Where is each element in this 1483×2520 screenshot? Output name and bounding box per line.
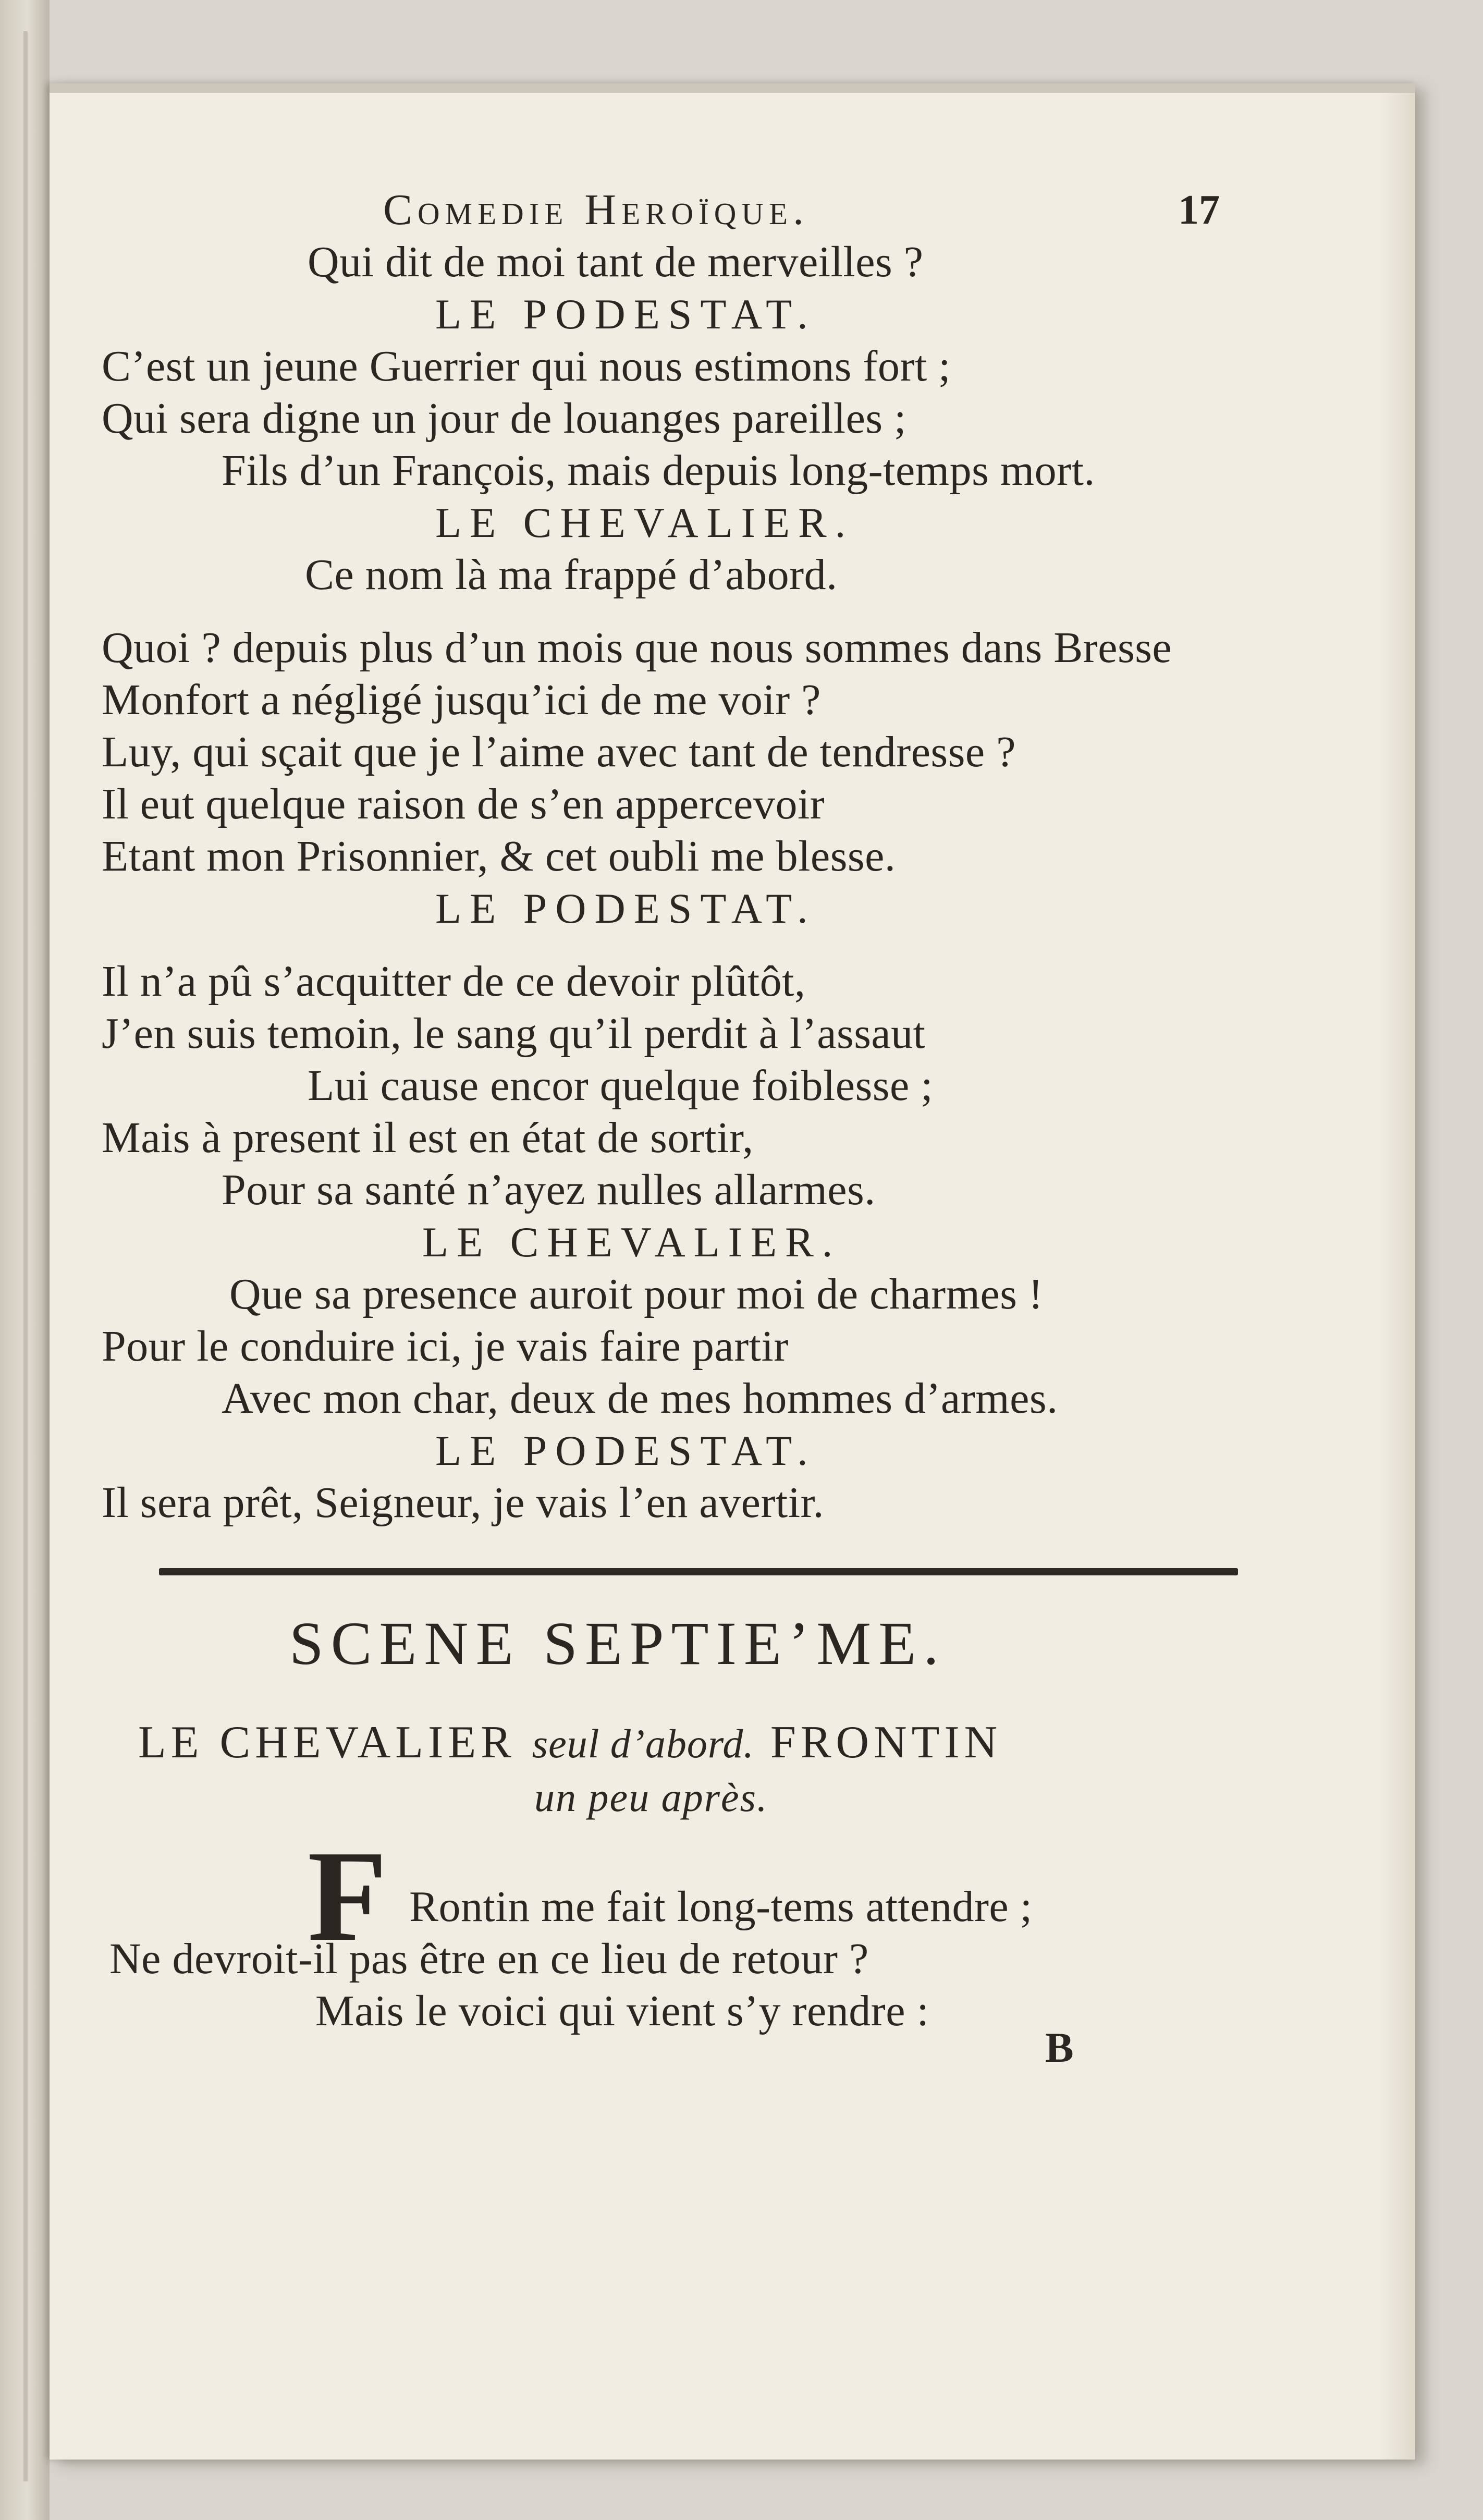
speaker-label: LE CHEVALIER. bbox=[422, 1218, 841, 1266]
verse-line: Fils d’un François, mais depuis long-temps mort. bbox=[222, 446, 1095, 495]
verse-line: Lui cause encor quelque foiblesse ; bbox=[308, 1061, 934, 1110]
binding-edge bbox=[23, 31, 28, 2481]
verse-line: Il n’a pû s’acquitter de ce devoir plûtôt, bbox=[102, 957, 806, 1006]
cast-list-line-1 bbox=[138, 1717, 1002, 1770]
verse-line: Rontin me fait long-tems attendre ; bbox=[409, 1882, 1033, 1931]
signature-mark: B bbox=[1045, 2024, 1074, 2071]
book-page bbox=[50, 83, 1415, 2460]
verse-line: C’est un jeune Guerrier qui nous estimons fort ; bbox=[102, 342, 951, 390]
verse-line: Mais le voici qui vient s’y rendre : bbox=[315, 1987, 929, 2035]
verse-line: Ce nom là ma frappé d’abord. bbox=[305, 551, 838, 599]
cast-name-frontin: FRONTIN bbox=[770, 1717, 1002, 1768]
adjacent-page-edge bbox=[0, 0, 50, 2520]
verse-line: J’en suis temoin, le sang qu’il perdit à l’assaut bbox=[102, 1009, 926, 1058]
verse-line: Luy, qui sçait que je l’aime avec tant de tendresse ? bbox=[102, 728, 1016, 776]
verse-line: Quoi ? depuis plus d’un mois que nous sommes dans Bresse bbox=[102, 623, 1172, 672]
speaker-label: LE PODESTAT. bbox=[435, 885, 816, 932]
speaker-label: LE CHEVALIER. bbox=[435, 499, 854, 546]
scene-heading: SCENE SEPTIE’ME. bbox=[289, 1609, 946, 1678]
verse-line: Qui sera digne un jour de louanges pareilles ; bbox=[102, 394, 906, 443]
speaker-label: LE PODESTAT. bbox=[435, 1427, 816, 1474]
verse-line: Il eut quelque raison de s’en appercevoir bbox=[102, 780, 825, 828]
verse-line: Il sera prêt, Seigneur, je vais l’en avertir. bbox=[102, 1478, 824, 1527]
verse-line: Ne devroit-il pas être en ce lieu de retour ? bbox=[109, 1935, 869, 1983]
speaker-label: LE PODESTAT. bbox=[435, 290, 816, 338]
page-number: 17 bbox=[1178, 187, 1220, 233]
verse-line: Qui dit de moi tant de merveilles ? bbox=[308, 238, 924, 286]
stage-direction-seul: seul d’abord. bbox=[532, 1721, 754, 1766]
verse-line: Pour le conduire ici, je vais faire partir bbox=[102, 1322, 789, 1371]
stage-direction-un-peu-apres: un peu après. bbox=[534, 1775, 768, 1820]
scene-divider-rule bbox=[159, 1568, 1238, 1575]
cast-name-chevalier: LE CHEVALIER bbox=[138, 1717, 516, 1768]
verse-line: Mais à present il est en état de sortir, bbox=[102, 1114, 754, 1162]
verse-line: Que sa presence auroit pour moi de charmes ! bbox=[229, 1270, 1044, 1318]
verse-line: Pour sa santé n’ayez nulles allarmes. bbox=[222, 1166, 876, 1214]
verse-line: Avec mon char, deux de mes hommes d’armes. bbox=[222, 1374, 1058, 1423]
running-title: Comedie Heroïque. bbox=[383, 186, 809, 234]
verse-line: Etant mon Prisonnier, & cet oubli me blesse. bbox=[102, 832, 896, 880]
verse-line: Monfort a négligé jusqu’ici de me voir ? bbox=[102, 676, 821, 724]
drop-cap-letter: F bbox=[308, 1824, 387, 1968]
